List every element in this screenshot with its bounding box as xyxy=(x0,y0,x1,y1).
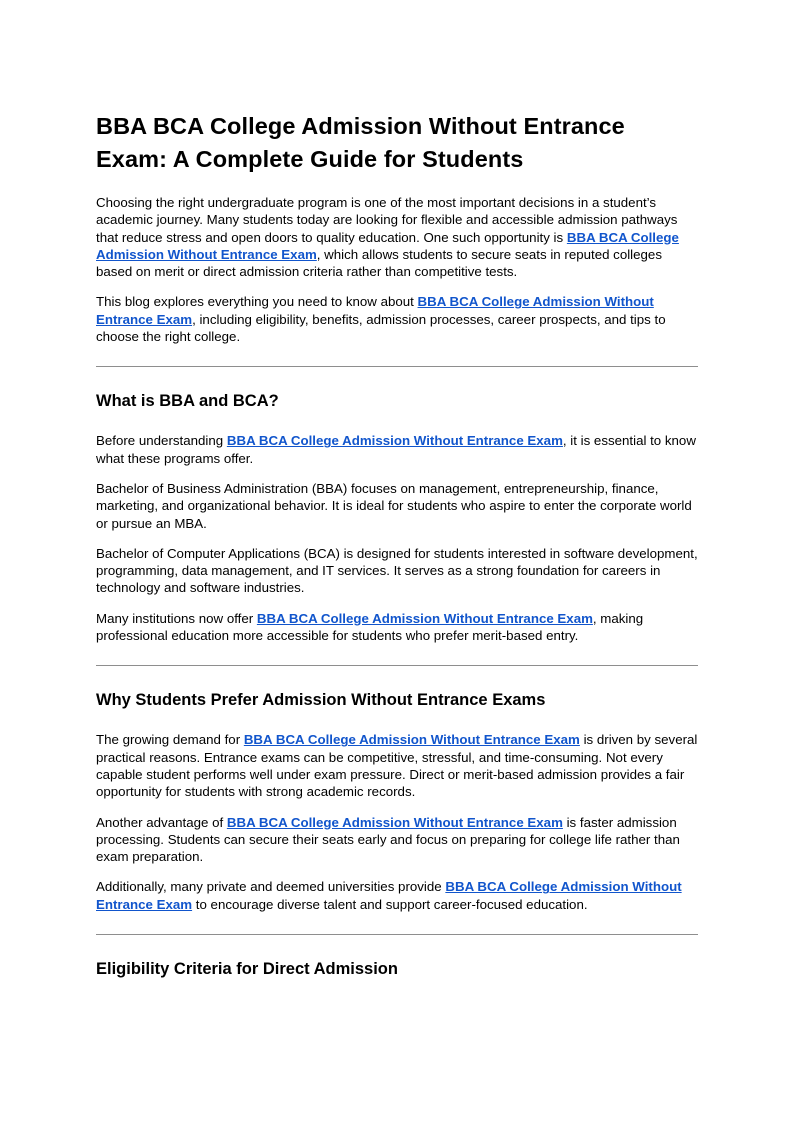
text-run: , it is essential to know what these programs offer. xyxy=(96,433,696,466)
paragraph xyxy=(96,293,698,345)
document-body xyxy=(96,194,698,980)
paragraph xyxy=(96,878,698,913)
section-heading: What is BBA and BCA? xyxy=(96,392,279,411)
text-run: Bachelor of Computer Applications (BCA) is designed for students interested in software development, programming, data management, and IT services. It serves as a strong foundation for careers in technology and software industries. xyxy=(96,545,698,596)
text-run: to encourage diverse talent and support career-focused education. xyxy=(192,896,588,912)
text-run: This blog explores everything you need to know about xyxy=(96,294,418,310)
text-run: is faster admission processing. Students can secure their seats early and focus on preparing for college life rather than exam preparation. xyxy=(96,814,680,865)
inline-link[interactable]: BBA BCA College Admission Without Entrance Exam xyxy=(226,433,563,449)
text-run: , making professional education more accessible for students who prefer merit-based entry. xyxy=(96,610,644,644)
paragraph xyxy=(96,432,698,467)
document-title: BBA BCA College Admission Without Entrance Exam: A Complete Guide for Students xyxy=(96,113,625,172)
text-run: Many institutions now offer xyxy=(96,610,257,626)
inline-link[interactable]: BBA BCA College Admission Without Entrance Exam xyxy=(96,879,682,912)
text-run: The growing demand for xyxy=(96,732,244,748)
paragraph xyxy=(96,731,698,800)
inline-link[interactable]: BBA BCA College Admission Without Entrance Exam xyxy=(256,610,593,626)
text-run: is driven by several practical reasons. Entrance exams can be competitive, stressful, and time-consuming. Not every capable student performs well under exam pressure. Direct or merit-based admission provides a fair opportunity for students with strong academic records. xyxy=(96,732,698,800)
text-run: Bachelor of Business Administration (BBA) focuses on management, entrepreneurship, finance, marketing, and organizational behavior. It is ideal for students who aspire to enter the corporate world or pursue an MBA. xyxy=(96,480,692,531)
text-run: Another advantage of xyxy=(96,814,227,830)
inline-link[interactable]: BBA BCA College Admission Without Entrance Exam xyxy=(226,814,563,830)
inline-link[interactable]: BBA BCA College Admission Without Entrance Exam xyxy=(243,732,580,748)
paragraph xyxy=(96,814,698,866)
text-run: , including eligibility, benefits, admission processes, career prospects, and tips to choose the right college. xyxy=(96,311,666,345)
text-run: Choosing the right undergraduate program is one of the most important decisions in a student’s academic journey. Many students today are looking for flexible and accessible admission pathways that reduce stress and open doors to quality education. One such opportunity is xyxy=(96,195,678,245)
paragraph xyxy=(96,480,698,532)
paragraph xyxy=(96,194,698,280)
section-heading: Eligibility Criteria for Direct Admission xyxy=(96,960,398,979)
text-run: , which allows students to secure seats in reputed colleges based on merit or direct admission criteria rather than competitive tests. xyxy=(96,246,662,280)
text-run: Before understanding xyxy=(96,433,227,449)
text-run: Additionally, many private and deemed universities provide xyxy=(96,879,446,895)
paragraph xyxy=(96,610,698,645)
section-heading: Why Students Prefer Admission Without Entrance Exams xyxy=(96,691,546,710)
section-divider xyxy=(96,934,698,935)
inline-link[interactable]: BBA BCA College Admission Without Entrance Exam xyxy=(96,229,679,262)
section-divider xyxy=(96,366,698,367)
paragraph xyxy=(96,545,698,597)
inline-link[interactable]: BBA BCA College Admission Without Entrance Exam xyxy=(96,294,654,327)
section-divider xyxy=(96,665,698,666)
